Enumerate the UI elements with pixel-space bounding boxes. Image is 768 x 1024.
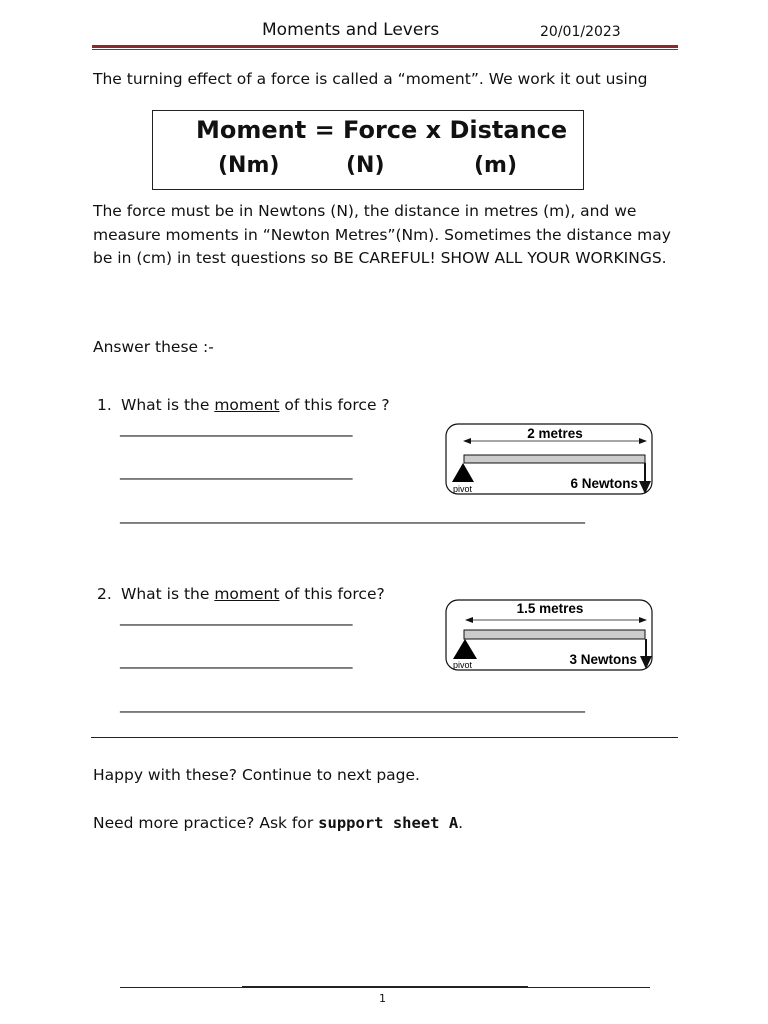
answer-line-2c[interactable]: ______________________________________________________________	[120, 695, 585, 713]
page-title: Moments and Levers	[262, 20, 440, 40]
answer-line-2b[interactable]: _______________________________	[120, 651, 353, 669]
question-1-keyword: moment	[214, 396, 280, 414]
header-rule-thin	[92, 49, 678, 50]
diagram-2-distance-label: 1.5 metres	[516, 601, 584, 616]
need-practice-text	[93, 812, 463, 836]
instructions-paragraph: The force must be in Newtons (N), the distance in metres (m), and we measure moments in “Newton Metres”(Nm). Sometimes the distance may be in (cm) in test questions so BE CAREFUL! SHOW ALL YOUR WORKINGS.	[93, 202, 671, 267]
question-2-text	[121, 585, 385, 603]
need-practice-pre: Need more practice? Ask for	[93, 814, 319, 832]
answer-line-2a[interactable]: _______________________________	[120, 608, 353, 626]
section-divider	[91, 737, 678, 738]
diagram-2-beam	[464, 630, 645, 639]
answer-prompt: Answer these :-	[93, 338, 214, 356]
page-number: 1	[379, 992, 386, 1005]
question-1-text	[121, 396, 390, 414]
diagram-1-pivot-label: pivot	[453, 484, 473, 494]
formula-unit-distance: (m)	[474, 153, 518, 178]
question-1-post: of this force ?	[279, 396, 390, 414]
formula-equation: Moment = Force x Distance	[196, 116, 568, 144]
formula-unit-force: (N)	[346, 153, 385, 178]
question-1-number: 1.	[97, 396, 112, 414]
diagram-2-force-label: 3 Newtons	[569, 652, 637, 667]
answer-line-1b[interactable]: _______________________________	[120, 462, 353, 480]
answer-line-1a[interactable]: _______________________________	[120, 419, 353, 437]
lever-diagram-2	[445, 599, 655, 673]
diagram-1-force-label: 6 Newtons	[570, 476, 638, 491]
happy-text: Happy with these? Continue to next page.	[93, 766, 420, 784]
diagram-1-distance-label: 2 metres	[527, 426, 583, 441]
support-sheet-link[interactable]: support sheet A	[318, 814, 459, 832]
question-2-pre: What is the	[121, 585, 215, 603]
question-2-post: of this force?	[279, 585, 385, 603]
need-practice-post: .	[458, 814, 464, 832]
question-1-pre: What is the	[121, 396, 215, 414]
diagram-2-pivot-label: pivot	[453, 660, 473, 670]
answer-line-1c[interactable]: ______________________________________________________________	[120, 506, 585, 524]
lever-diagram-1	[445, 423, 655, 497]
footer-rule-thick	[242, 986, 528, 988]
header-date: 20/01/2023	[540, 24, 621, 40]
intro-text: The turning effect of a force is called a “moment”. We work it out using	[93, 70, 648, 88]
diagram-1-beam	[464, 455, 645, 463]
question-2-number: 2.	[97, 585, 112, 603]
question-2-keyword: moment	[214, 585, 280, 603]
formula-unit-moment: (Nm)	[218, 153, 280, 178]
header-rule	[92, 45, 678, 48]
